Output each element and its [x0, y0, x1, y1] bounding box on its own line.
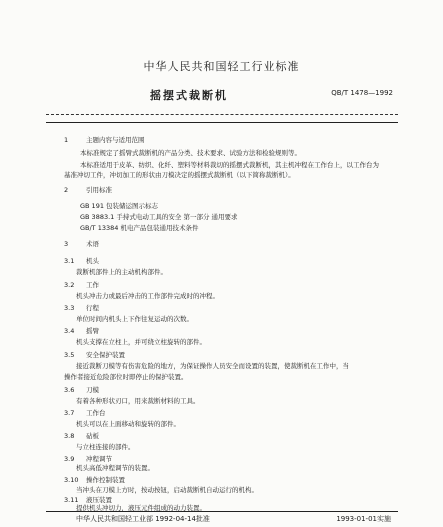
term-heading: 3.7 工作台 — [64, 409, 106, 417]
term-definition: 机头可以在上面移动和旋转的部件。 — [76, 420, 180, 428]
term-definition: 与立柱连接的部件。 — [76, 443, 135, 451]
standard-header: 中华人民共和国轻工行业标准 — [143, 60, 300, 73]
standard-number: QB/T 1478—1992 — [331, 89, 393, 97]
section-heading: 3 术语 — [64, 240, 99, 248]
term-heading: 3.10 操作控制装置 — [64, 476, 125, 484]
term-definition: 裁断机部件上的主动机构部件。 — [76, 268, 167, 276]
term-heading: 3.9 冲程调节 — [64, 455, 112, 463]
paragraph: 基准冲切工件，冲切加工的形状由刀模决定的摇摆式裁断机（以下简称裁断机）。 — [64, 171, 295, 179]
reference-item: GB/T 13384 机电产品包装通用技术条件 — [80, 224, 199, 232]
footer-rule — [46, 511, 398, 512]
term-heading: 3.1 机头 — [64, 257, 99, 265]
reference-item: GB 3883.1 手持式电动工具的安全 第一部分 通用要求 — [80, 213, 238, 221]
term-definition: 提供机头冲切力，液压元件组成的动力装置。 — [76, 504, 206, 512]
term-definition: 单位时间内机头上下作往复运动的次数。 — [76, 315, 193, 323]
term-heading: 3.4 摇臂 — [64, 327, 99, 335]
implementation-date: 1993-01-01实施 — [336, 515, 391, 523]
term-heading: 3.2 工作 — [64, 281, 99, 289]
reference-item: GB 191 包装储运图示标志 — [80, 202, 159, 210]
term-definition: 机头支撑在立柱上，并可绕立柱旋转的部件。 — [76, 338, 206, 346]
approval-note: 中华人民共和国轻工业部 1992-04-14批准 — [76, 515, 210, 523]
term-heading: 3.11 液压装置 — [64, 496, 112, 504]
paragraph: 本标准规定了摇臂式裁断机的产品分类、技术要求、试验方法和检验规则等。 — [80, 149, 301, 157]
term-definition: 接近裁断刀模等有伤害危险的地方，为保证操作人员安全而设置的装置，使裁断机在工作中，当 — [76, 362, 349, 370]
header-rule — [46, 122, 398, 123]
term-heading: 3.6 刀模 — [64, 386, 99, 394]
term-heading: 3.5 安全保护装置 — [64, 351, 125, 359]
paragraph: 本标准适用于皮革、纺织、化纤、塑料等材料裁切的摇摆式裁断机，其主机冲程在工作台上，以工作台为 — [80, 161, 379, 169]
term-heading: 3.8 砧板 — [64, 432, 99, 440]
document-title: 摇摆式裁断机 — [150, 89, 228, 102]
section-heading: 1 主题内容与适用范围 — [64, 136, 145, 144]
header-dash-line — [46, 114, 398, 115]
term-heading: 3.3 行程 — [64, 304, 99, 312]
term-definition: 当冲头在刀模上方时，按动按钮，启动裁断机自动运行的机构。 — [76, 486, 258, 494]
term-definition: 机头高低冲程调节的装置。 — [76, 464, 154, 472]
section-heading: 2 引用标准 — [64, 186, 112, 194]
term-definition: 有着各种形状刃口，用来裁断材料的工具。 — [76, 397, 200, 405]
term-definition: 机头冲击力或最后冲击的工作部件完成时的冲程。 — [76, 292, 219, 300]
term-definition: 操作者接近危险部位时即停止的保护装置。 — [64, 373, 188, 381]
